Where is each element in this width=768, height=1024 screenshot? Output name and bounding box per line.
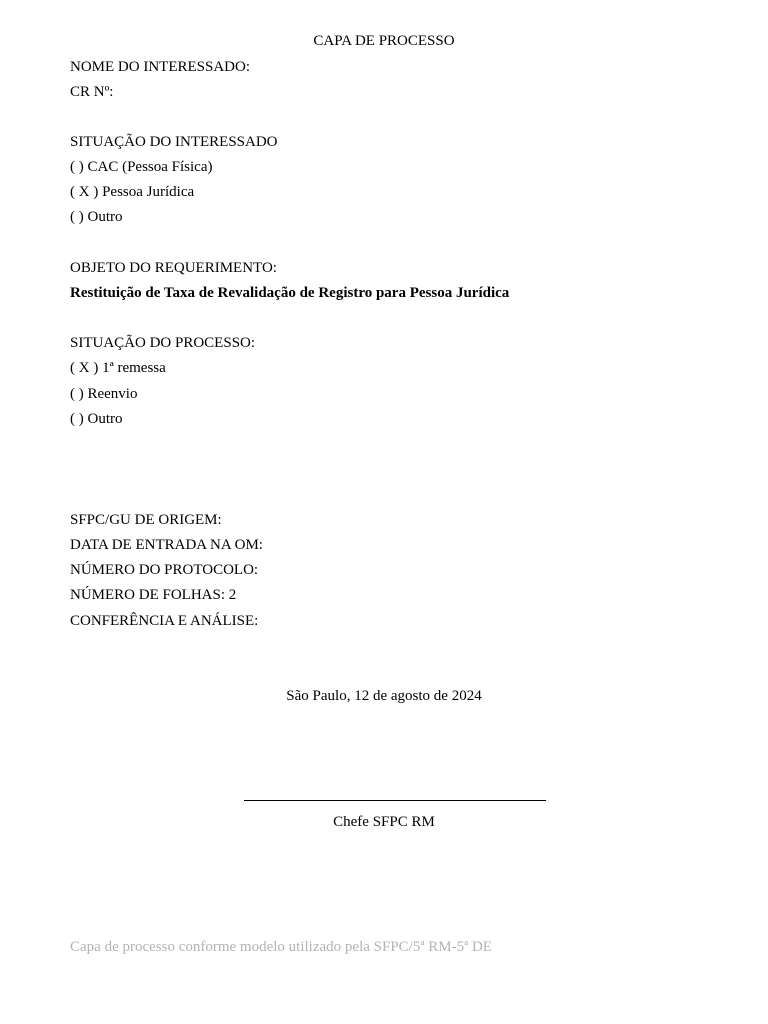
situacao-processo-option-reenvio: ( ) Reenvio: [70, 386, 138, 402]
situacao-processo-option-outro: ( ) Outro: [70, 411, 123, 427]
conferencia-analise-label: CONFERÊNCIA E ANÁLISE:: [70, 613, 259, 629]
numero-protocolo-label: NÚMERO DO PROTOCOLO:: [70, 562, 259, 578]
sfpc-origem-label: SFPC/GU DE ORIGEM:: [70, 512, 222, 528]
data-entrada-label: DATA DE ENTRADA NA OM:: [70, 537, 263, 553]
objeto-requerimento-value: Restituição de Taxa de Revalidação de Registro para Pessoa Jurídica: [70, 285, 510, 301]
situacao-interessado-option-outro: ( ) Outro: [70, 209, 123, 225]
situacao-interessado-heading: SITUAÇÃO DO INTERESSADO: [70, 134, 278, 150]
situacao-processo-option-remessa: ( X ) 1ª remessa: [70, 360, 166, 376]
page-title: CAPA DE PROCESSO: [313, 33, 455, 49]
situacao-processo-heading: SITUAÇÃO DO PROCESSO:: [70, 335, 256, 351]
situacao-interessado-option-pj: ( X ) Pessoa Jurídica: [70, 184, 195, 200]
nome-interessado-label: NOME DO INTERESSADO:: [70, 59, 250, 75]
local-data: São Paulo, 12 de agosto de 2024: [286, 688, 482, 704]
footer-note: Capa de processo conforme modelo utilizado pela SFPC/5ª RM-5ª DE: [70, 939, 492, 955]
cr-label: CR Nº:: [70, 84, 114, 100]
signature-title: Chefe SFPC RM: [333, 814, 435, 830]
signature-line: [244, 800, 546, 801]
situacao-interessado-option-cac: ( ) CAC (Pessoa Física): [70, 159, 213, 175]
objeto-requerimento-heading: OBJETO DO REQUERIMENTO:: [70, 260, 277, 276]
numero-folhas-label: NÚMERO DE FOLHAS: 2: [70, 587, 237, 603]
